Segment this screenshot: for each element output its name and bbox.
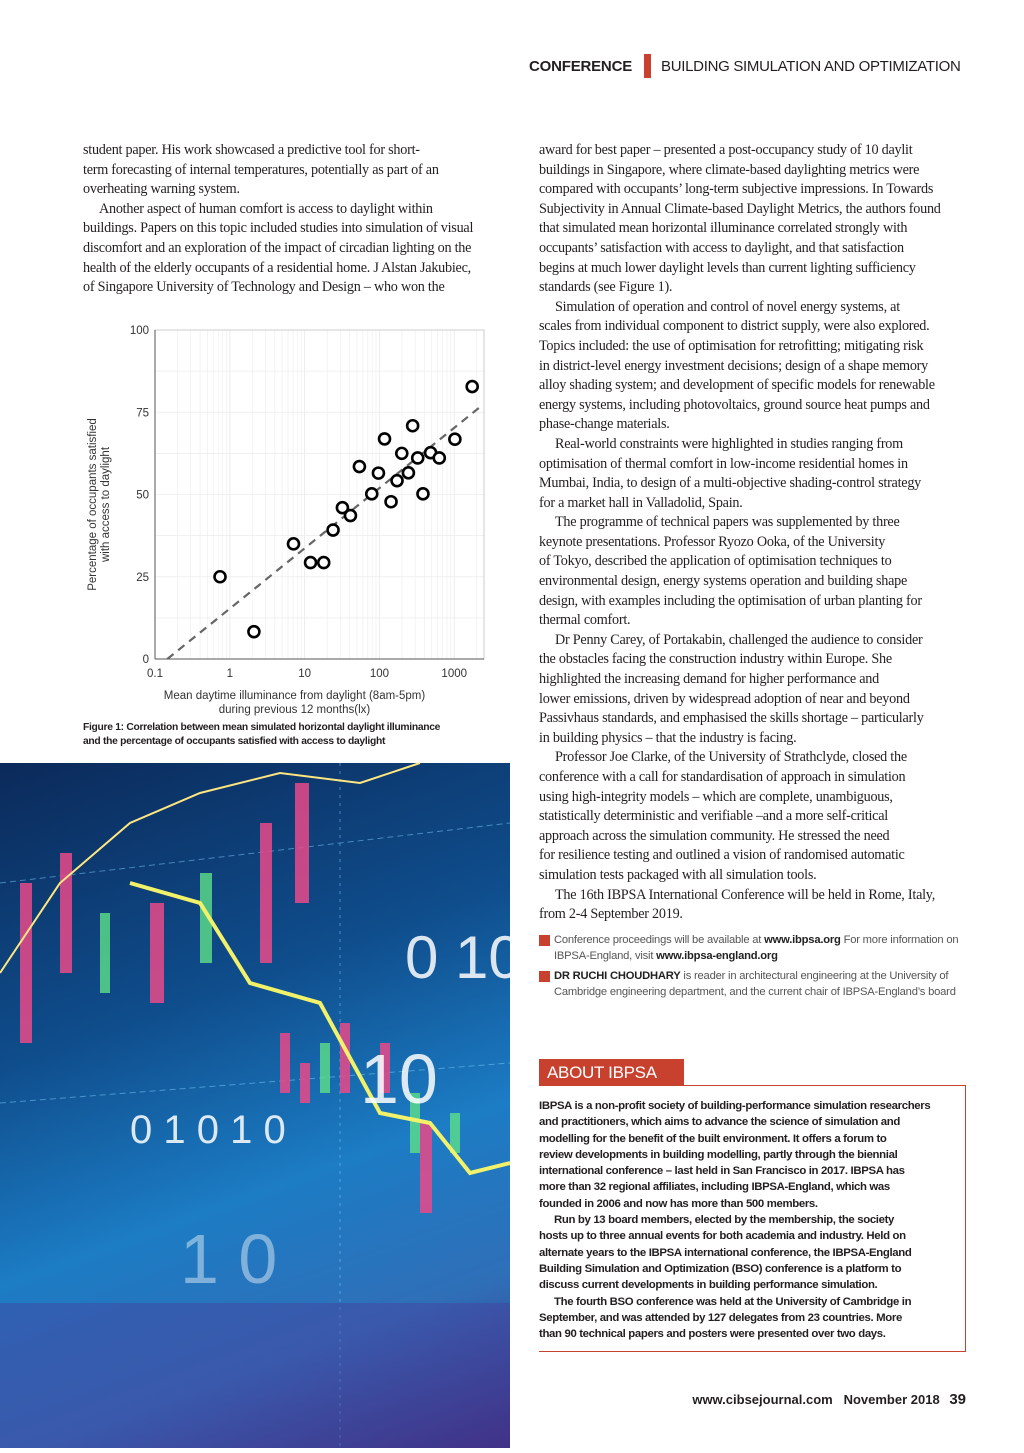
text-line: for resilience testing and outlined a vision of randomised automatic (539, 847, 905, 864)
text-line: modelling for the benefit of the built environment. It offers a forum to (539, 1132, 887, 1145)
page-footer (692, 1391, 966, 1408)
figure-1-scatter-chart (80, 320, 500, 720)
text-line: The fourth BSO conference was held at the University of Cambridge in (554, 1295, 912, 1308)
y-axis-label: Percentage of occupants satisfied (87, 418, 99, 591)
proceedings-note: Conference proceedings will be available at www.ibpsa.org For more information on IBPSA-England, visit www.ibpsa-england.org (539, 933, 969, 964)
x-tick-label: 1 (226, 668, 234, 680)
ibpsa-england-link[interactable]: www.ibpsa-england.org (656, 949, 778, 962)
text-line: than 90 technical papers and posters were presented over two days. (539, 1328, 886, 1341)
text-line: student paper. His work showcased a predictive tool for short- (83, 142, 420, 158)
text-line: international conference – last held in San Francisco in 2017. IBPSA has (539, 1165, 905, 1178)
text-line: design, with examples including the optimisation of urban planting for (539, 592, 922, 609)
data-point (386, 496, 397, 507)
text-line: keynote presentations. Professor Ryozo Ooka, of the University (539, 533, 886, 550)
text-line: simulation tests packaged with all simulation tools. (539, 866, 817, 883)
text-line: scales from individual component to district supply, were also explored. (539, 318, 930, 335)
text-line: Run by 13 board members, elected by the membership, the society (554, 1214, 895, 1227)
text-line: Another aspect of human comfort is access to daylight within (99, 200, 433, 217)
text-line: Professor Joe Clarke, of the University of Strathclyde, closed the (555, 749, 907, 766)
caption-line: and the percentage of occupants satisfied with access to daylight (83, 735, 386, 747)
text-line: phase-change materials. (539, 416, 670, 433)
bullet-square-icon (539, 935, 550, 946)
text-line: Real-world constraints were highlighted in studies ranging from (555, 435, 903, 452)
text-line: September, and was attended by 127 delegates from 23 countries. More (539, 1311, 902, 1324)
text-line: energy systems, including photovoltaics, ground source heat pumps and (539, 396, 930, 413)
y-tick-label: 25 (136, 571, 149, 584)
text-line: environmental design, energy systems operation and building shape (539, 573, 908, 590)
author-name: DR RUCHI CHOUDHARY (554, 970, 681, 982)
text-line: founded in 2006 and now has more than 500 members. (539, 1197, 818, 1210)
data-point (354, 461, 365, 472)
right-column-text (539, 141, 941, 925)
text-line: buildings in Singapore, where climate-based daylighting metrics were (539, 161, 920, 178)
article-notes (539, 933, 969, 1005)
left-column-text (83, 141, 473, 298)
data-point (366, 488, 377, 499)
data-point (318, 557, 329, 568)
data-point (434, 452, 445, 463)
text-line: conference with a call for standardisation of approach in simulation (539, 769, 906, 785)
data-point (373, 468, 384, 479)
text-line: hosts up to three annual events for both academia and industry. Held on (539, 1230, 906, 1243)
text-line: approach across the simulation community. He stressed the need (539, 827, 890, 844)
financial-chart-photo (0, 763, 522, 1448)
text-line: alternate years to the IBPSA international conference, the IBPSA-England (539, 1246, 912, 1259)
overlay-digits: 0 1 0 1 0 (130, 1108, 286, 1152)
text-line: that simulated mean horizontal illuminance correlated strongly with (539, 220, 908, 237)
text-line: of Singapore University of Technology and Design – who won the (83, 279, 445, 296)
caption-line: Figure 1: Correlation between mean simulated horizontal daylight illuminance (83, 722, 441, 733)
text-line: compared with occupants’ long-term subjective impressions. In Towards (539, 181, 934, 198)
text-line: Mumbai, India, to design of a multi-objective shading-control strategy (539, 475, 922, 492)
y-axis-label: with access to daylight (100, 446, 112, 563)
overlay-digits: 1 0 (180, 1220, 278, 1298)
overlay-digits: 10 (360, 1040, 438, 1118)
text-line: in district-level energy investment decisions; design of a shape memory (539, 357, 928, 374)
text-line: highlighted the increasing demand for higher performance and (539, 671, 879, 688)
data-point (288, 538, 299, 549)
text-line: begins at much lower daylight levels than current lighting sufficiency (539, 259, 916, 276)
text-line: discuss current developments in building performance simulation. (539, 1279, 878, 1292)
trend-line (167, 405, 482, 659)
y-tick-label: 75 (136, 407, 149, 420)
text-line: lower emissions, driven by widespread adoption of near and beyond (539, 690, 910, 707)
data-point (215, 571, 226, 582)
text-line: buildings. Papers on this topic included studies into simulation of visual (83, 220, 474, 237)
x-tick-label: 0.1 (147, 668, 163, 680)
overlay-digits: 0 10 (405, 924, 522, 991)
text-line: occupants’ satisfaction with access to daylight, and that satisfaction (539, 239, 904, 256)
y-tick-label: 100 (129, 325, 149, 337)
text-line: and practitioners, which aims to advance the science of simulation and (539, 1116, 900, 1129)
footer-date: November 2018 (843, 1392, 940, 1407)
text-line: Building Simulation and Optimization (BSO) conference is a platform to (539, 1262, 902, 1275)
data-point (392, 475, 403, 486)
text-line: for a market hall in Valladolid, Spain. (539, 494, 743, 511)
data-point (345, 510, 356, 521)
data-point (248, 626, 259, 637)
page-number: 39 (949, 1391, 966, 1408)
topic-label: BUILDING SIMULATION AND OPTIMIZATION (661, 57, 961, 75)
about-ibpsa-heading: ABOUT IBPSA (539, 1059, 684, 1085)
data-point (328, 525, 339, 536)
x-axis-label: during previous 12 months(lx) (218, 704, 371, 716)
data-point (379, 433, 390, 444)
text-line: alloy shading system; and development of specific models for renewable (539, 377, 935, 394)
text-line: The programme of technical papers was supplemented by three (555, 514, 900, 531)
text-line: review developments in building modelling, partly through the biennial (539, 1148, 898, 1161)
data-point (449, 434, 460, 445)
header-divider (644, 54, 651, 78)
text-line: Simulation of operation and control of novel energy systems, at (555, 298, 900, 315)
text-line: from 2-4 September 2019. (539, 906, 683, 923)
x-tick-label: 10 (298, 668, 312, 680)
text-line: the obstacles facing the construction industry within Europe. She (539, 651, 892, 668)
text-line: more than 32 regional affiliates, including IBPSA-England, which was (539, 1181, 890, 1194)
bullet-square-icon (539, 971, 550, 982)
text-line: Passivhaus standards, and emphasised the skills shortage – particularly (539, 710, 924, 727)
data-point (417, 488, 428, 499)
y-tick-label: 0 (142, 654, 149, 666)
data-point (396, 448, 407, 459)
text-line: term forecasting of internal temperatures, potentially as part of an (83, 161, 439, 178)
text-line: of Tokyo, described the application of optimisation techniques to (539, 553, 892, 570)
data-point (467, 381, 478, 392)
text-line: health of the elderly occupants of a residential home. J Alstan Jakubiec, (83, 259, 471, 276)
text-line: standards (see Figure 1). (539, 279, 673, 296)
section-label: CONFERENCE (529, 57, 633, 75)
text-line: Topics included: the use of optimisation for retrofitting; mitigating risk (539, 337, 924, 354)
footer-url[interactable]: www.cibsejournal.com (692, 1392, 833, 1407)
text-line: optimisation of thermal comfort in low-income residential homes in (539, 455, 908, 472)
figure-caption (83, 721, 440, 748)
text-line: The 16th IBPSA International Conference will be held in Rome, Italy, (555, 886, 936, 903)
text-line: statistically deterministic and verifiable –and a more self-critical (539, 808, 888, 825)
data-point (412, 452, 423, 463)
x-axis-label: Mean daytime illuminance from daylight (8am-5pm) (163, 690, 426, 702)
text-line: overheating warning system. (83, 181, 240, 198)
text-line: using high-integrity models – which are complete, unambiguous, (539, 788, 893, 805)
about-ibpsa-box (539, 1085, 966, 1352)
text-line: award for best paper – presented a post-occupancy study of 10 daylit (539, 142, 913, 158)
x-tick-label: 100 (369, 668, 390, 680)
y-tick-label: 50 (136, 489, 149, 502)
text-line: discomfort and an exploration of the impact of circadian lighting on the (83, 239, 472, 256)
author-bio: DR RUCHI CHOUDHARY is reader in architectural engineering at the University of Cambridge engineering department, and the current chair of IBPSA-England’s board (539, 969, 969, 1000)
text-line: thermal comfort. (539, 612, 631, 629)
ibpsa-link[interactable]: www.ibpsa.org (764, 934, 841, 946)
data-point (403, 467, 414, 478)
text-line: in building physics – that the industry is facing. (539, 729, 797, 746)
data-point (407, 420, 418, 431)
x-tick-label: 1000 (441, 668, 468, 680)
text-line: Subjectivity in Annual Climate-based Daylight Metrics, the authors found (539, 200, 941, 217)
data-point (305, 557, 316, 568)
running-header (529, 55, 961, 77)
text-line: IBPSA is a non-profit society of building-performance simulation researchers (539, 1100, 931, 1112)
text-line: Dr Penny Carey, of Portakabin, challenged the audience to consider (555, 631, 923, 648)
